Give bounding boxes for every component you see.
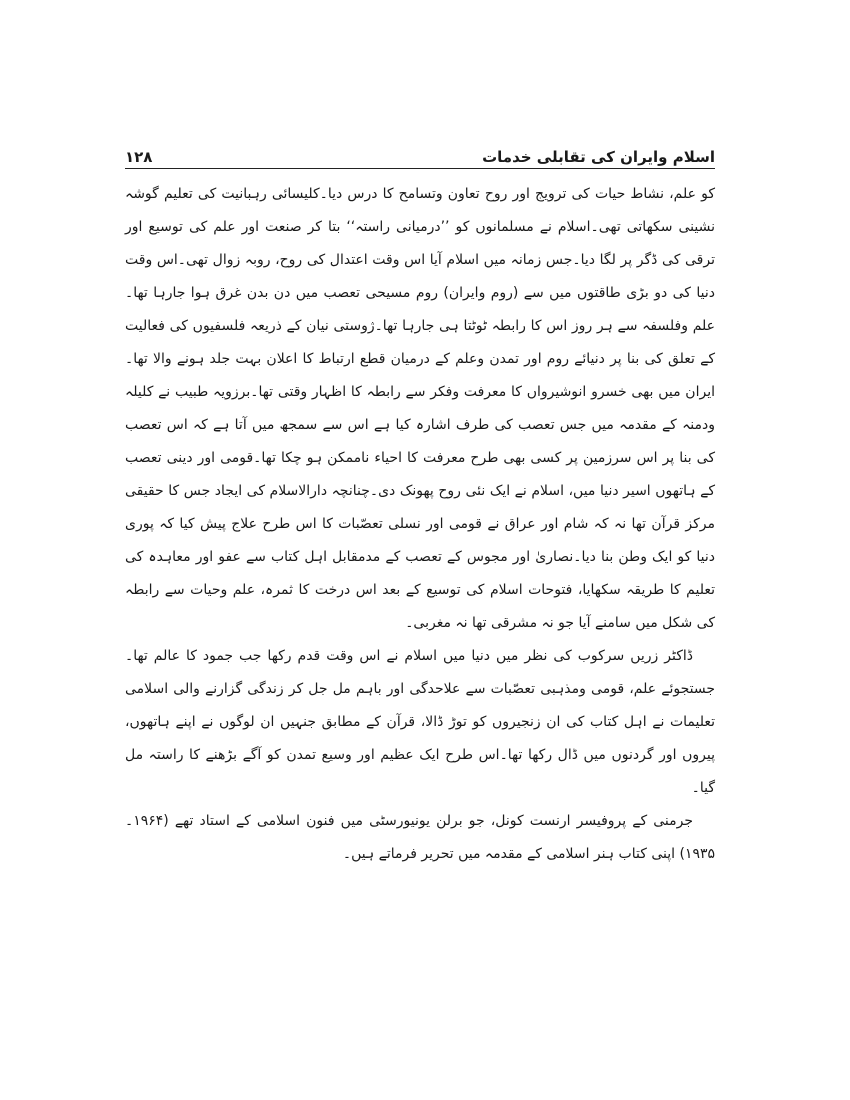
paragraph-3: جرمنی کے پروفیسر ارنست کونل، جو برلن یونیورسٹی میں فنون اسلامی کے استاد تھے (۱۹۶۴۔۱۹۳۵) اپنی کتاب ہنر اسلامی کے مقدمہ میں تحریر فرماتے ہیں۔ [125,813,715,862]
body-text [125,178,715,871]
paragraph-2: ڈاکٹر زریں سرکوب کی نظر میں دنیا میں اسلام نے اس وقت قدم رکھا جب جمود کا عالم تھا۔جستجوئے علم، قومی ومذہبی تعصّبات سے علاحدگی اور باہم مل جل کر زندگی گزارنے والی اسلامی تعلیمات نے اہل کتاب کی ان زنجیروں کو توڑ ڈالا، قرآن کے مطابق جنہیں ان لوگوں نے اپنے ہاتھوں، پیروں اور گردنوں میں ڈال رکھا تھا۔اس طرح ایک عظیم اور وسیع تمدن کو آگے بڑھنے کا راستہ مل گیا۔ [125,648,715,796]
header-title: اسلام وایران کی تقابلی خدمات [482,148,715,166]
paragraph-1: کو علم، نشاط حیات کی ترویج اور روح تعاون وتسامح کا درس دیا۔کلیسائی رہبانیت کی تعلیم گوشہ نشینی سکھاتی تھی۔اسلام نے مسلمانوں کو ’’درمیانی راستہ‘‘ بتا کر صنعت اور علم کی توسیع اور ترقی کی ڈگر پر لگا دیا۔جس زمانہ میں اسلام آیا اس وقت اعتدال کی روح، روبہ زوال تھی۔اس وقت دنیا کی دو بڑی طاقتوں میں سے (روم وایران) روم مسیحی تعصب میں دن بدن غرق ہوا جارہا تھا۔علم وفلسفہ سے ہر روز اس کا رابطہ ٹوٹتا ہی جارہا تھا۔ژوستی نیان کے ذریعہ فلسفیوں کی فعالیت کے تعلق کی بنا پر دنیائے روم اور تمدن وعلم کے درمیان قطع ارتباط کا اعلان بہت جلد ہونے والا تھا۔ایران میں بھی خسرو انوشیرواں کا معرفت وفکر سے رابطہ کا اظہار وقتی تھا۔برزویہ طبیب نے کلیلہ ودمنہ کے مقدمہ میں جس تعصب کی طرف اشارہ کیا ہے اس سے سمجھ میں آتا ہے کہ اس تعصب کی بنا پر اس سرزمین پر کسی بھی طرح معرفت کا احیاء ناممکن ہو چکا تھا۔قومی اور دینی تعصب کے ہاتھوں اسیر دنیا میں، اسلام نے ایک نئی روح پھونک دی۔چنانچہ دارالاسلام کی ایجاد جس کا حقیقی مرکز قرآن تھا نہ کہ شام اور عراق نے قومی اور نسلی تعصّبات کا اس طرح علاج پیش کیا کہ پوری دنیا کو ایک وطن بنا دیا۔نصاریٰ اور مجوس کے تعصب کے مدمقابل اہل کتاب سے عفو اور معاہدہ کی تعلیم کا طریقہ سکھایا، فتوحات اسلام کی توسیع کے بعد اس درخت کا ثمرہ، علم وحیات سے رابطہ کی شکل میں سامنے آیا جو نہ مشرقی تھا نہ مغربی۔ [125,186,715,631]
header-divider [125,168,715,169]
running-header [125,136,715,166]
page-number: ۱۲۸ [125,148,153,166]
